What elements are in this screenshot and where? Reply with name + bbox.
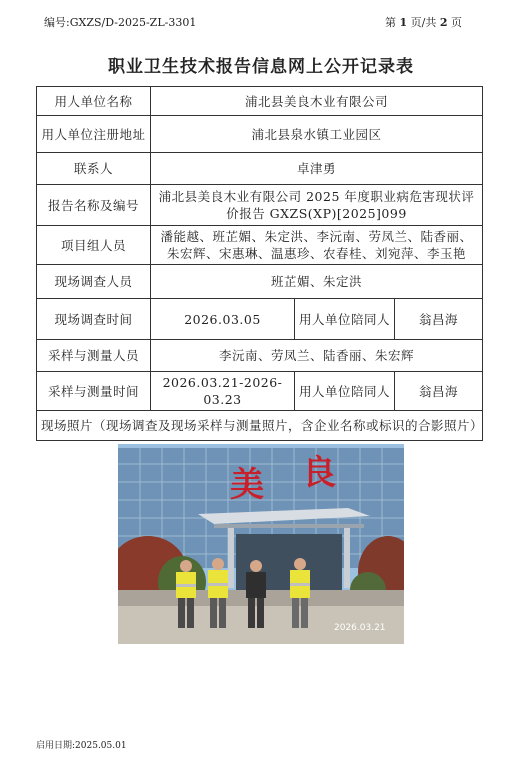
sign-char-2: 良 — [302, 453, 336, 493]
row-survey-time — [37, 299, 483, 340]
sign-char-1: 美 — [230, 465, 264, 505]
row-employer-name — [37, 87, 483, 116]
page-title: 职业卫生技术报告信息网上公开记录表 — [108, 57, 414, 77]
row-contact — [37, 153, 483, 185]
survey-staff-label: 现场调查人员 — [37, 265, 151, 299]
sampling-companion-value: 翁昌海 — [395, 372, 483, 411]
row-sampling-staff — [37, 340, 483, 372]
site-photo — [118, 444, 404, 644]
employer-name-value: 浦北县美良木业有限公司 — [151, 87, 483, 116]
survey-time-label: 现场调查时间 — [37, 299, 151, 340]
team-value: 潘能越、班芷媚、朱定洪、李沅南、劳凤兰、陆香丽、朱宏辉、宋惠琳、温惠珍、农春桂、刘宛萍、李玉艳 — [151, 226, 483, 265]
employer-address-value: 浦北县泉水镇工业园区 — [151, 116, 483, 153]
page-indicator: 第 1 页/共 2 页 — [384, 16, 462, 29]
page-total: 2 — [439, 16, 448, 29]
canopy-pillar — [344, 528, 350, 588]
page-current: 1 — [399, 16, 408, 29]
row-survey-staff — [37, 265, 483, 299]
sampling-time-label: 采样与测量时间 — [37, 372, 151, 411]
employer-address-label: 用人单位注册地址 — [37, 116, 151, 153]
sampling-staff-value: 李沅南、劳凤兰、陆香丽、朱宏辉 — [151, 340, 483, 372]
doc-number-value: GXZS/D-2025-ZL-3301 — [69, 16, 197, 29]
employer-name-label: 用人单位名称 — [37, 87, 151, 116]
footer: 启用日期:2025.05.01 — [36, 741, 127, 751]
record-table — [36, 86, 483, 441]
sampling-staff-label: 采样与测量人员 — [37, 340, 151, 372]
report-label: 报告名称及编号 — [37, 185, 151, 226]
row-sampling-time — [37, 372, 483, 411]
photo-label: 现场照片（现场调查及现场采样与测量照片，含企业名称或标识的合影照片） — [37, 411, 483, 441]
doc-number: 编号:GXZS/D-2025-ZL-3301 — [44, 16, 197, 29]
report-value: 浦北县美良木业有限公司 2025 年度职业病危害现状评价报告 GXZS(XP)[2025]099 — [151, 185, 483, 226]
photo-date-stamp: 2026.03.21 — [334, 623, 386, 633]
contact-label: 联系人 — [37, 153, 151, 185]
survey-time-value: 2026.03.05 — [151, 299, 295, 340]
sampling-companion-label: 用人单位陪同人 — [295, 372, 395, 411]
survey-companion-value: 翁昌海 — [395, 299, 483, 340]
sampling-time-value: 2026.03.21-2026-03.23 — [151, 372, 295, 411]
row-photo-label — [37, 411, 483, 441]
row-employer-address — [37, 116, 483, 153]
survey-companion-label: 用人单位陪同人 — [295, 299, 395, 340]
survey-staff-value: 班芷媚、朱定洪 — [151, 265, 483, 299]
footer-date: 2025.05.01 — [75, 741, 127, 751]
team-label: 项目组人员 — [37, 226, 151, 265]
contact-value: 卓津勇 — [151, 153, 483, 185]
canopy-pillar — [228, 528, 234, 588]
row-team — [37, 226, 483, 265]
row-report — [37, 185, 483, 226]
